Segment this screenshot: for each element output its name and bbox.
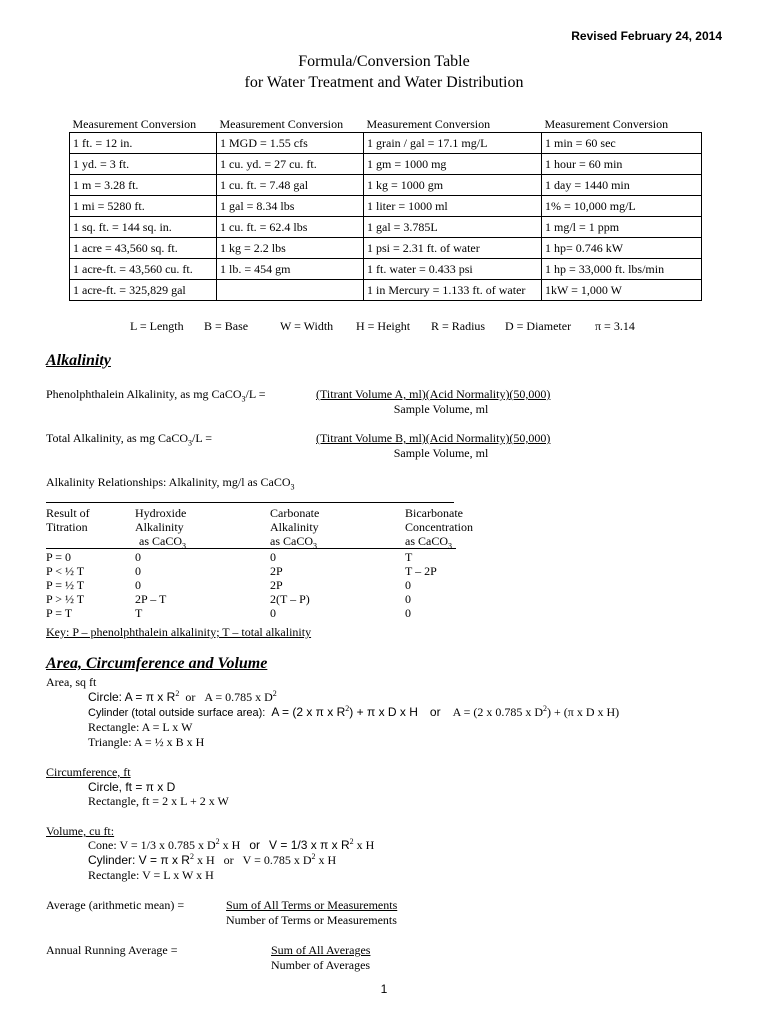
table-cell: 1 cu. yd. = 27 cu. ft. bbox=[217, 154, 364, 175]
table-cell: 1 acre = 43,560 sq. ft. bbox=[70, 238, 217, 259]
table-cell: 1 in Mercury = 1.133 ft. of water bbox=[364, 280, 542, 301]
column-header: Measurement Conversion bbox=[72, 116, 197, 131]
page-subtitle: for Water Treatment and Water Distribution bbox=[244, 74, 524, 91]
table-cell: 1 cu. ft. = 7.48 gal bbox=[217, 175, 364, 196]
table-cell: 2(T – P) bbox=[270, 592, 310, 606]
table-cell: 0 bbox=[270, 550, 276, 564]
column-header: Measurement Conversion bbox=[366, 116, 491, 131]
area-triangle-formula: Triangle: A = ½ x B x H bbox=[88, 735, 205, 749]
circumference-circle-formula: Circle, ft = π x D bbox=[88, 780, 176, 794]
rel-col-bicarbonate: Bicarbonate Concentration as CaCO$_3$ bbox=[405, 506, 473, 551]
legend-height: H = Height bbox=[356, 319, 411, 333]
volume-label: Volume, cu ft: bbox=[46, 824, 115, 838]
table-cell: 1 min = 60 sec bbox=[542, 133, 702, 154]
table-cell: T bbox=[405, 550, 413, 564]
rel-values-bicarbonate bbox=[405, 550, 437, 620]
rel-col-result: Result of Titration bbox=[46, 506, 90, 534]
phenol-alkalinity-label: Phenolphthalein Alkalinity, as mg CaCO$_3$/L = bbox=[46, 387, 266, 404]
table-cell: 1 hp= 0.746 kW bbox=[542, 238, 702, 259]
alkalinity-relationships-label: Alkalinity Relationships: Alkalinity, mg/l as CaCO$_3$ bbox=[46, 475, 295, 492]
table-cell: 1 liter = 1000 ml bbox=[364, 196, 542, 217]
table-cell: 1 cu. ft. = 62.4 lbs bbox=[217, 217, 364, 238]
legend-base: B = Base bbox=[204, 319, 249, 333]
table-cell: P = ½ T bbox=[46, 578, 85, 592]
table-cell: 1 mg/l = 1 ppm bbox=[542, 217, 702, 238]
table-cell: 1 psi = 2.31 ft. of water bbox=[364, 238, 542, 259]
header-underline bbox=[46, 548, 456, 549]
table-cell: 1 ft. = 12 in. bbox=[70, 133, 217, 154]
table-cell: 0 bbox=[405, 578, 411, 592]
table-cell: P = 0 bbox=[46, 550, 71, 564]
table-cell: 1 yd. = 3 ft. bbox=[70, 154, 217, 175]
table-cell: P < ½ T bbox=[46, 564, 85, 578]
table-row bbox=[70, 154, 702, 175]
divider-line bbox=[46, 502, 454, 503]
mean-numerator: Sum of All Terms or Measurements bbox=[226, 898, 398, 912]
table-cell: 1 sq. ft. = 144 sq. in. bbox=[70, 217, 217, 238]
table-cell: 1 acre-ft. = 43,560 cu. ft. bbox=[70, 259, 217, 280]
conversion-table-header bbox=[70, 116, 702, 133]
page-number: 1 bbox=[380, 982, 388, 996]
phenol-denominator: Sample Volume, ml bbox=[393, 402, 489, 416]
table-row bbox=[70, 217, 702, 238]
legend-pi: π = 3.14 bbox=[595, 319, 635, 333]
annual-numerator: Sum of All Averages bbox=[271, 943, 371, 957]
mean-denominator: Number of Terms or Measurements bbox=[226, 913, 397, 927]
table-cell: 0 bbox=[270, 606, 276, 620]
annual-denominator: Number of Averages bbox=[271, 958, 371, 972]
table-cell: 1 gal = 8.34 lbs bbox=[217, 196, 364, 217]
conversion-table bbox=[69, 116, 702, 301]
table-cell: P > ½ T bbox=[46, 592, 85, 606]
table-row bbox=[70, 259, 702, 280]
annual-average-label: Annual Running Average = bbox=[46, 943, 178, 957]
circumference-rectangle-formula: Rectangle, ft = 2 x L + 2 x W bbox=[88, 794, 229, 808]
table-cell: 1 lb. = 454 gm bbox=[217, 259, 364, 280]
table-cell: T bbox=[135, 606, 143, 620]
rel-values-result bbox=[46, 550, 84, 620]
table-cell: 0 bbox=[135, 578, 141, 592]
total-denominator: Sample Volume, ml bbox=[393, 446, 489, 460]
rel-table-key: Key: P – phenolphthalein alkalinity; T – total alkalinity bbox=[46, 625, 312, 639]
table-row bbox=[70, 280, 702, 301]
volume-cone-formula: Cone: V = 1/3 x 0.785 x $D^2$ x H or V = 1/3 x π x $R^2$ x H bbox=[88, 837, 375, 852]
table-cell: 1% = 10,000 mg/L bbox=[542, 196, 702, 217]
circumference-label: Circumference, ft bbox=[46, 765, 131, 779]
table-cell: 1 kg = 1000 gm bbox=[364, 175, 542, 196]
volume-cylinder-formula: Cylinder: V = π x $R^2$ x H or V = 0.785 x $D^2$ x H bbox=[88, 852, 337, 867]
alkalinity-heading: Alkalinity bbox=[46, 352, 111, 369]
phenol-numerator: (Titrant Volume A, ml)(Acid Normality)(50,000) bbox=[316, 387, 551, 401]
table-cell: 2P – T bbox=[135, 592, 167, 606]
table-cell: 0 bbox=[405, 606, 411, 620]
legend-diameter: D = Diameter bbox=[505, 319, 572, 333]
table-cell: 1 mi = 5280 ft. bbox=[70, 196, 217, 217]
table-row bbox=[70, 196, 702, 217]
legend-width: W = Width bbox=[280, 319, 334, 333]
table-cell: 1 hour = 60 min bbox=[542, 154, 702, 175]
rel-values-carbonate bbox=[270, 550, 310, 620]
table-cell: 1 gm = 1000 mg bbox=[364, 154, 542, 175]
rel-values-hydroxide bbox=[135, 550, 166, 620]
table-cell: 1 MGD = 1.55 cfs bbox=[217, 133, 364, 154]
area-heading: Area, Circumference and Volume bbox=[46, 655, 268, 672]
table-cell: 0 bbox=[135, 550, 141, 564]
table-cell: 0 bbox=[135, 564, 141, 578]
revised-date: Revised February 24, 2014 bbox=[571, 29, 722, 43]
table-cell bbox=[217, 280, 364, 301]
table-cell: 2P bbox=[270, 578, 283, 592]
table-row bbox=[70, 133, 702, 154]
table-row bbox=[70, 175, 702, 196]
page-title: Formula/Conversion Table bbox=[298, 53, 470, 70]
column-header: Measurement Conversion bbox=[544, 116, 669, 131]
table-cell: P = T bbox=[46, 606, 73, 620]
table-cell: 1 kg = 2.2 lbs bbox=[217, 238, 364, 259]
table-cell: 1kW = 1,000 W bbox=[542, 280, 702, 301]
area-cylinder-formula: Cylinder (total outside surface area): A = (2 x π x $R^2) + \pi$ x D x H or A = (2 x 0.785 x $D^2) + (\pi$ x D x H) bbox=[88, 704, 620, 719]
area-label: Area, sq ft bbox=[46, 675, 97, 689]
table-row bbox=[70, 238, 702, 259]
rel-col-hydroxide: Hydroxide Alkalinity as CaCO$_3$ bbox=[135, 506, 187, 551]
total-alkalinity-label: Total Alkalinity, as mg CaCO$_3$/L = bbox=[46, 431, 213, 448]
table-cell: 1 grain / gal = 17.1 mg/L bbox=[364, 133, 542, 154]
area-circle-formula: Circle: A = π x $R^2$ or A = 0.785 x $D^2$ bbox=[88, 689, 277, 704]
table-cell: 1 m = 3.28 ft. bbox=[70, 175, 217, 196]
volume-rectangle-formula: Rectangle: V = L x W x H bbox=[88, 868, 214, 882]
table-cell: 1 acre-ft. = 325,829 gal bbox=[70, 280, 217, 301]
table-cell: 1 day = 1440 min bbox=[542, 175, 702, 196]
table-cell: 1 hp = 33,000 ft. lbs/min bbox=[542, 259, 702, 280]
table-cell: T – 2P bbox=[405, 564, 437, 578]
area-rectangle-formula: Rectangle: A = L x W bbox=[88, 720, 193, 734]
legend-length: L = Length bbox=[130, 319, 184, 333]
legend-radius: R = Radius bbox=[431, 319, 486, 333]
table-cell: 2P bbox=[270, 564, 283, 578]
rel-col-carbonate: Carbonate Alkalinity as CaCO$_3$ bbox=[270, 506, 320, 551]
table-cell: 1 gal = 3.785L bbox=[364, 217, 542, 238]
column-header: Measurement Conversion bbox=[219, 116, 344, 131]
total-numerator: (Titrant Volume B, ml)(Acid Normality)(50,000) bbox=[316, 431, 551, 445]
table-cell: 1 ft. water = 0.433 psi bbox=[364, 259, 542, 280]
table-cell: 0 bbox=[405, 592, 411, 606]
mean-label: Average (arithmetic mean) = bbox=[46, 898, 185, 912]
